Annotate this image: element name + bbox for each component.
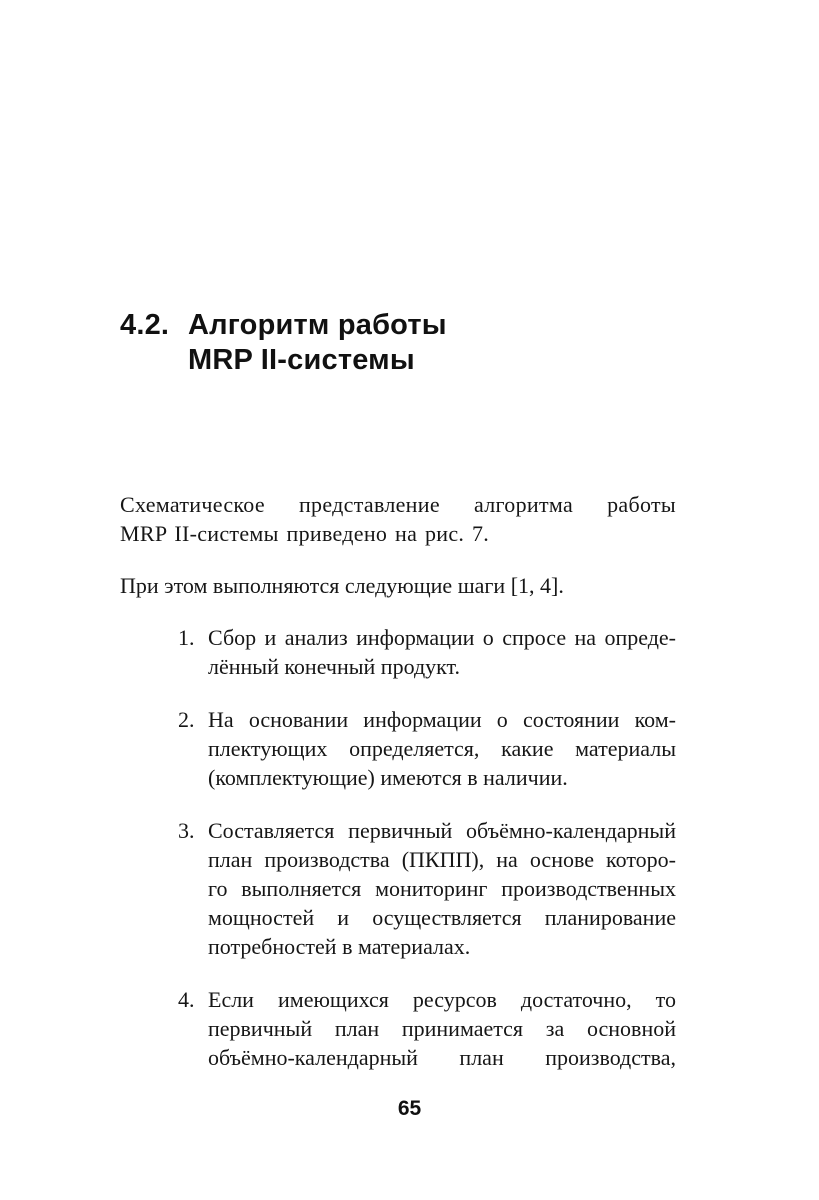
step-line: Составляется первичный объёмно-календарный	[208, 818, 676, 843]
section-heading	[120, 308, 447, 378]
step-line: Если имеющихся ресурсов достаточно, то	[208, 987, 676, 1012]
intro-paragraph-line-2: MRP II-системы приведено на рис. 7.	[120, 521, 490, 546]
step-line: Сбор и анализ информации о спросе на опреде-	[208, 625, 676, 650]
step-line: плектующих определяется, какие материалы	[208, 736, 676, 761]
intro-paragraph-line-1: Схематическое представление алгоритма работы	[120, 492, 676, 517]
section-number: 4.2.	[120, 309, 170, 341]
step-number: 2.	[178, 707, 195, 732]
step-line: го выполняется мониторинг производственных	[208, 876, 676, 901]
list-item	[178, 623, 676, 681]
step-number: 3.	[178, 818, 195, 843]
steps-intro-paragraph: При этом выполняются следующие шаги [1, 4].	[120, 573, 564, 598]
list-item	[178, 985, 676, 1072]
list-item	[178, 705, 676, 792]
steps-list	[178, 623, 676, 1096]
step-line: объёмно-календарный план производства,	[208, 1045, 676, 1070]
section-title-line-1: Алгоритм работы	[188, 309, 447, 341]
step-line: На основании информации о состоянии ком-	[208, 707, 676, 732]
list-item	[178, 816, 676, 961]
step-line: план производства (ПКПП), на основе которо-	[208, 847, 676, 872]
step-line: мощностей и осуществляется планирование	[208, 905, 676, 930]
step-line: (комплектующие) имеются в наличии.	[208, 765, 568, 790]
intro-paragraph	[120, 490, 676, 548]
step-number: 4.	[178, 987, 195, 1012]
section-title-line-2: MRP II-системы	[188, 344, 415, 376]
step-number: 1.	[178, 625, 195, 650]
step-line: первичный план принимается за основной	[208, 1016, 676, 1041]
step-line: потребностей в материалах.	[208, 934, 471, 959]
page-number: 65	[397, 1097, 422, 1120]
step-line: лённый конечный продукт.	[208, 654, 460, 679]
